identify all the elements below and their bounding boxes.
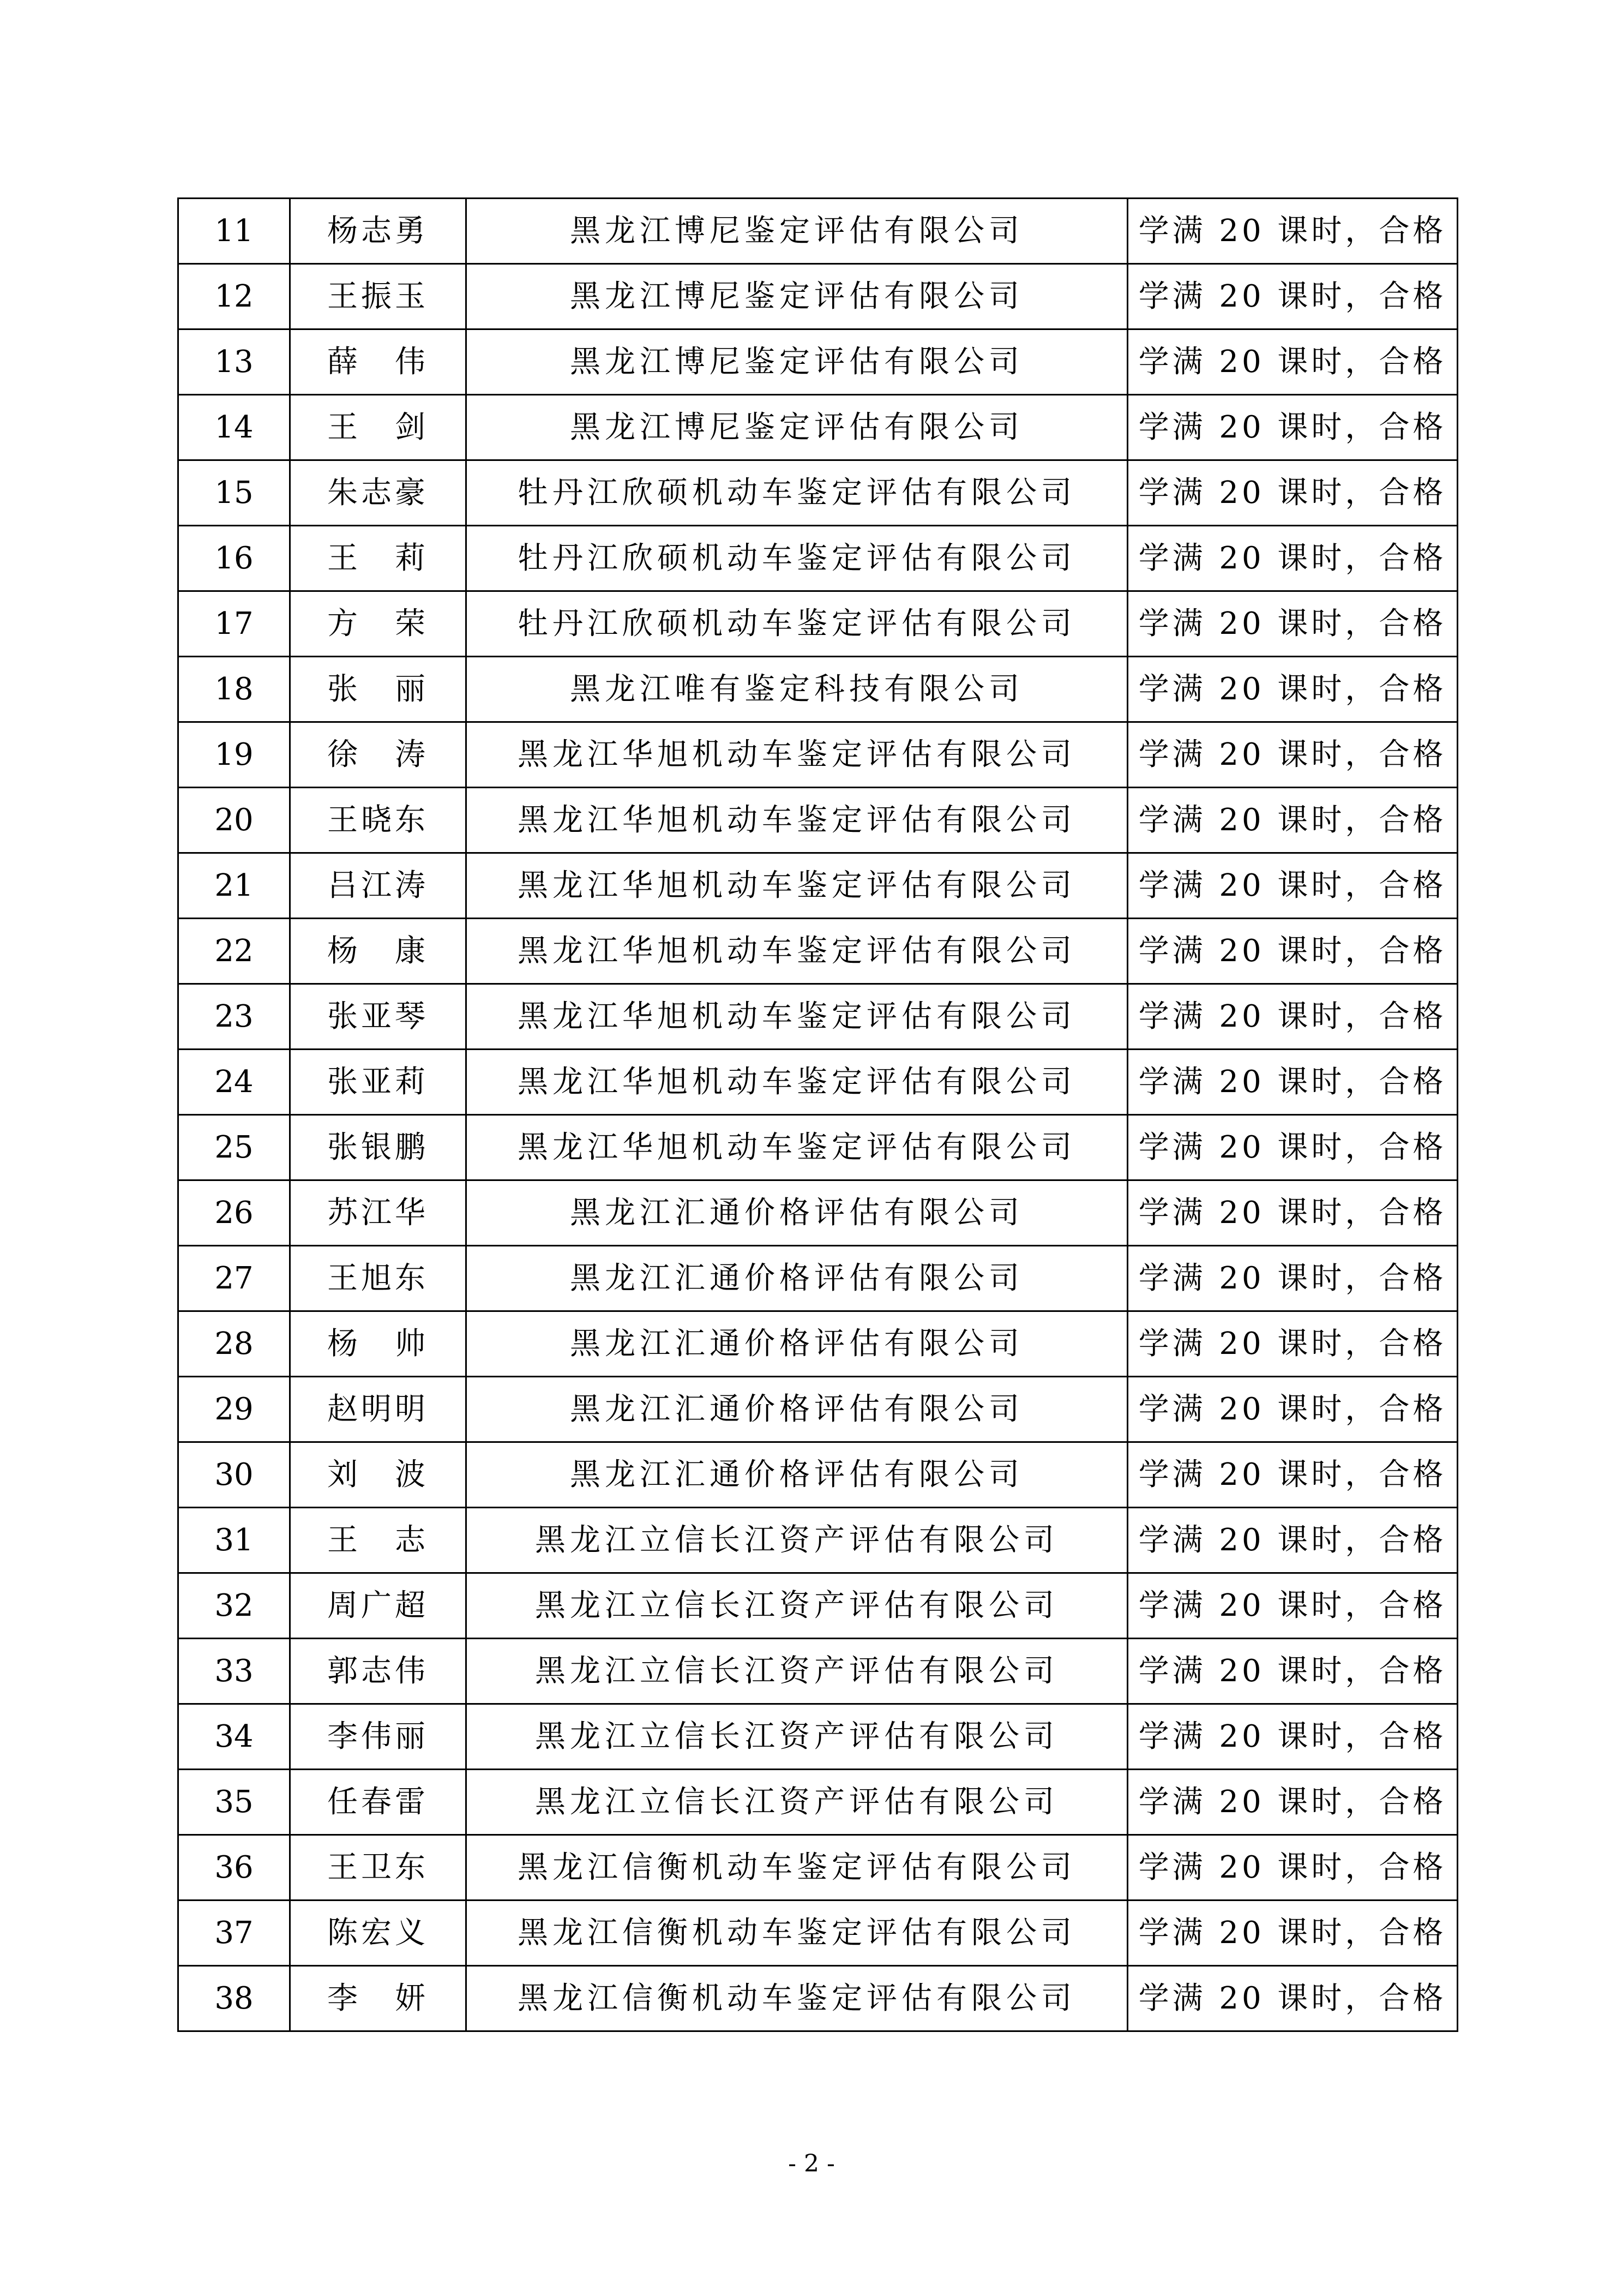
roster-table [177, 197, 1458, 2032]
row-number-cell: 18 [178, 657, 290, 722]
company-name-cell: 黑龙江立信长江资产评估有限公司 [466, 1573, 1128, 1639]
completion-status-cell: 学满 20 课时，合格 [1128, 1180, 1458, 1246]
roster-table-body [178, 199, 1458, 2031]
completion-status-cell: 学满 20 课时，合格 [1128, 1115, 1458, 1180]
company-name-cell: 黑龙江汇通价格评估有限公司 [466, 1246, 1128, 1311]
table-row [178, 1901, 1458, 1966]
company-name-cell: 黑龙江博尼鉴定评估有限公司 [466, 264, 1128, 329]
table-row [178, 919, 1458, 984]
row-number-cell: 22 [178, 919, 290, 984]
table-row [178, 1180, 1458, 1246]
table-row [178, 1770, 1458, 1835]
row-number-cell: 30 [178, 1442, 290, 1508]
trainee-name-cell: 薛 伟 [290, 329, 466, 395]
completion-status-cell: 学满 20 课时，合格 [1128, 1639, 1458, 1704]
table-row [178, 1639, 1458, 1704]
trainee-name-cell: 方 荣 [290, 591, 466, 657]
row-number-cell: 34 [178, 1704, 290, 1770]
completion-status-cell: 学满 20 课时，合格 [1128, 1508, 1458, 1573]
trainee-name-cell: 任春雷 [290, 1770, 466, 1835]
row-number-cell: 32 [178, 1573, 290, 1639]
trainee-name-cell: 周广超 [290, 1573, 466, 1639]
completion-status-cell: 学满 20 课时，合格 [1128, 591, 1458, 657]
company-name-cell: 黑龙江信衡机动车鉴定评估有限公司 [466, 1966, 1128, 2031]
company-name-cell: 牡丹江欣硕机动车鉴定评估有限公司 [466, 460, 1128, 526]
completion-status-cell: 学满 20 课时，合格 [1128, 199, 1458, 264]
completion-status-cell: 学满 20 课时，合格 [1128, 526, 1458, 591]
row-number-cell: 29 [178, 1377, 290, 1442]
trainee-name-cell: 张 丽 [290, 657, 466, 722]
table-row [178, 329, 1458, 395]
row-number-cell: 20 [178, 788, 290, 853]
company-name-cell: 牡丹江欣硕机动车鉴定评估有限公司 [466, 526, 1128, 591]
company-name-cell: 黑龙江博尼鉴定评估有限公司 [466, 395, 1128, 460]
company-name-cell: 牡丹江欣硕机动车鉴定评估有限公司 [466, 591, 1128, 657]
company-name-cell: 黑龙江博尼鉴定评估有限公司 [466, 329, 1128, 395]
row-number-cell: 21 [178, 853, 290, 919]
table-row [178, 1442, 1458, 1508]
completion-status-cell: 学满 20 课时，合格 [1128, 788, 1458, 853]
completion-status-cell: 学满 20 课时，合格 [1128, 1901, 1458, 1966]
trainee-name-cell: 张亚莉 [290, 1050, 466, 1115]
row-number-cell: 13 [178, 329, 290, 395]
table-row [178, 395, 1458, 460]
company-name-cell: 黑龙江信衡机动车鉴定评估有限公司 [466, 1901, 1128, 1966]
trainee-name-cell: 徐 涛 [290, 722, 466, 788]
company-name-cell: 黑龙江立信长江资产评估有限公司 [466, 1770, 1128, 1835]
table-row [178, 460, 1458, 526]
company-name-cell: 黑龙江华旭机动车鉴定评估有限公司 [466, 722, 1128, 788]
trainee-name-cell: 王 志 [290, 1508, 466, 1573]
trainee-name-cell: 王 莉 [290, 526, 466, 591]
table-row [178, 1246, 1458, 1311]
completion-status-cell: 学满 20 课时，合格 [1128, 1966, 1458, 2031]
table-row [178, 657, 1458, 722]
company-name-cell: 黑龙江汇通价格评估有限公司 [466, 1311, 1128, 1377]
row-number-cell: 35 [178, 1770, 290, 1835]
company-name-cell: 黑龙江华旭机动车鉴定评估有限公司 [466, 853, 1128, 919]
trainee-name-cell: 陈宏义 [290, 1901, 466, 1966]
trainee-name-cell: 王 剑 [290, 395, 466, 460]
row-number-cell: 19 [178, 722, 290, 788]
completion-status-cell: 学满 20 课时，合格 [1128, 1442, 1458, 1508]
completion-status-cell: 学满 20 课时，合格 [1128, 1704, 1458, 1770]
company-name-cell: 黑龙江华旭机动车鉴定评估有限公司 [466, 984, 1128, 1050]
table-row [178, 591, 1458, 657]
table-row [178, 1966, 1458, 2031]
completion-status-cell: 学满 20 课时，合格 [1128, 264, 1458, 329]
trainee-name-cell: 王卫东 [290, 1835, 466, 1901]
completion-status-cell: 学满 20 课时，合格 [1128, 1377, 1458, 1442]
completion-status-cell: 学满 20 课时，合格 [1128, 460, 1458, 526]
row-number-cell: 26 [178, 1180, 290, 1246]
trainee-name-cell: 刘 波 [290, 1442, 466, 1508]
completion-status-cell: 学满 20 课时，合格 [1128, 1835, 1458, 1901]
row-number-cell: 15 [178, 460, 290, 526]
row-number-cell: 17 [178, 591, 290, 657]
trainee-name-cell: 苏江华 [290, 1180, 466, 1246]
company-name-cell: 黑龙江华旭机动车鉴定评估有限公司 [466, 919, 1128, 984]
row-number-cell: 31 [178, 1508, 290, 1573]
trainee-name-cell: 王振玉 [290, 264, 466, 329]
completion-status-cell: 学满 20 课时，合格 [1128, 329, 1458, 395]
completion-status-cell: 学满 20 课时，合格 [1128, 984, 1458, 1050]
trainee-name-cell: 李伟丽 [290, 1704, 466, 1770]
trainee-name-cell: 朱志豪 [290, 460, 466, 526]
table-row [178, 1704, 1458, 1770]
table-row [178, 1835, 1458, 1901]
table-row [178, 199, 1458, 264]
table-row [178, 1115, 1458, 1180]
company-name-cell: 黑龙江立信长江资产评估有限公司 [466, 1639, 1128, 1704]
trainee-name-cell: 张银鹏 [290, 1115, 466, 1180]
row-number-cell: 23 [178, 984, 290, 1050]
company-name-cell: 黑龙江汇通价格评估有限公司 [466, 1180, 1128, 1246]
table-row [178, 984, 1458, 1050]
company-name-cell: 黑龙江汇通价格评估有限公司 [466, 1377, 1128, 1442]
table-row [178, 1573, 1458, 1639]
table-row [178, 264, 1458, 329]
completion-status-cell: 学满 20 课时，合格 [1128, 1246, 1458, 1311]
company-name-cell: 黑龙江华旭机动车鉴定评估有限公司 [466, 1115, 1128, 1180]
completion-status-cell: 学满 20 课时，合格 [1128, 395, 1458, 460]
row-number-cell: 36 [178, 1835, 290, 1901]
row-number-cell: 28 [178, 1311, 290, 1377]
company-name-cell: 黑龙江立信长江资产评估有限公司 [466, 1508, 1128, 1573]
row-number-cell: 14 [178, 395, 290, 460]
page-number: - 2 - [788, 2150, 835, 2178]
completion-status-cell: 学满 20 课时，合格 [1128, 853, 1458, 919]
table-row [178, 1050, 1458, 1115]
completion-status-cell: 学满 20 课时，合格 [1128, 1573, 1458, 1639]
trainee-name-cell: 杨 帅 [290, 1311, 466, 1377]
company-name-cell: 黑龙江唯有鉴定科技有限公司 [466, 657, 1128, 722]
trainee-name-cell: 赵明明 [290, 1377, 466, 1442]
company-name-cell: 黑龙江汇通价格评估有限公司 [466, 1442, 1128, 1508]
table-row [178, 1377, 1458, 1442]
table-row [178, 722, 1458, 788]
table-row [178, 853, 1458, 919]
company-name-cell: 黑龙江博尼鉴定评估有限公司 [466, 199, 1128, 264]
row-number-cell: 16 [178, 526, 290, 591]
trainee-name-cell: 李 妍 [290, 1966, 466, 2031]
row-number-cell: 12 [178, 264, 290, 329]
row-number-cell: 24 [178, 1050, 290, 1115]
completion-status-cell: 学满 20 课时，合格 [1128, 1311, 1458, 1377]
table-row [178, 1311, 1458, 1377]
row-number-cell: 37 [178, 1901, 290, 1966]
trainee-name-cell: 杨志勇 [290, 199, 466, 264]
row-number-cell: 33 [178, 1639, 290, 1704]
table-row [178, 526, 1458, 591]
company-name-cell: 黑龙江华旭机动车鉴定评估有限公司 [466, 788, 1128, 853]
row-number-cell: 25 [178, 1115, 290, 1180]
row-number-cell: 38 [178, 1966, 290, 2031]
table-row [178, 788, 1458, 853]
company-name-cell: 黑龙江华旭机动车鉴定评估有限公司 [466, 1050, 1128, 1115]
completion-status-cell: 学满 20 课时，合格 [1128, 722, 1458, 788]
trainee-name-cell: 郭志伟 [290, 1639, 466, 1704]
completion-status-cell: 学满 20 课时，合格 [1128, 1770, 1458, 1835]
trainee-name-cell: 王晓东 [290, 788, 466, 853]
row-number-cell: 11 [178, 199, 290, 264]
trainee-name-cell: 王旭东 [290, 1246, 466, 1311]
completion-status-cell: 学满 20 课时，合格 [1128, 1050, 1458, 1115]
trainee-name-cell: 杨 康 [290, 919, 466, 984]
completion-status-cell: 学满 20 课时，合格 [1128, 919, 1458, 984]
company-name-cell: 黑龙江立信长江资产评估有限公司 [466, 1704, 1128, 1770]
row-number-cell: 27 [178, 1246, 290, 1311]
table-row [178, 1508, 1458, 1573]
completion-status-cell: 学满 20 课时，合格 [1128, 657, 1458, 722]
trainee-name-cell: 吕江涛 [290, 853, 466, 919]
trainee-name-cell: 张亚琴 [290, 984, 466, 1050]
company-name-cell: 黑龙江信衡机动车鉴定评估有限公司 [466, 1835, 1128, 1901]
